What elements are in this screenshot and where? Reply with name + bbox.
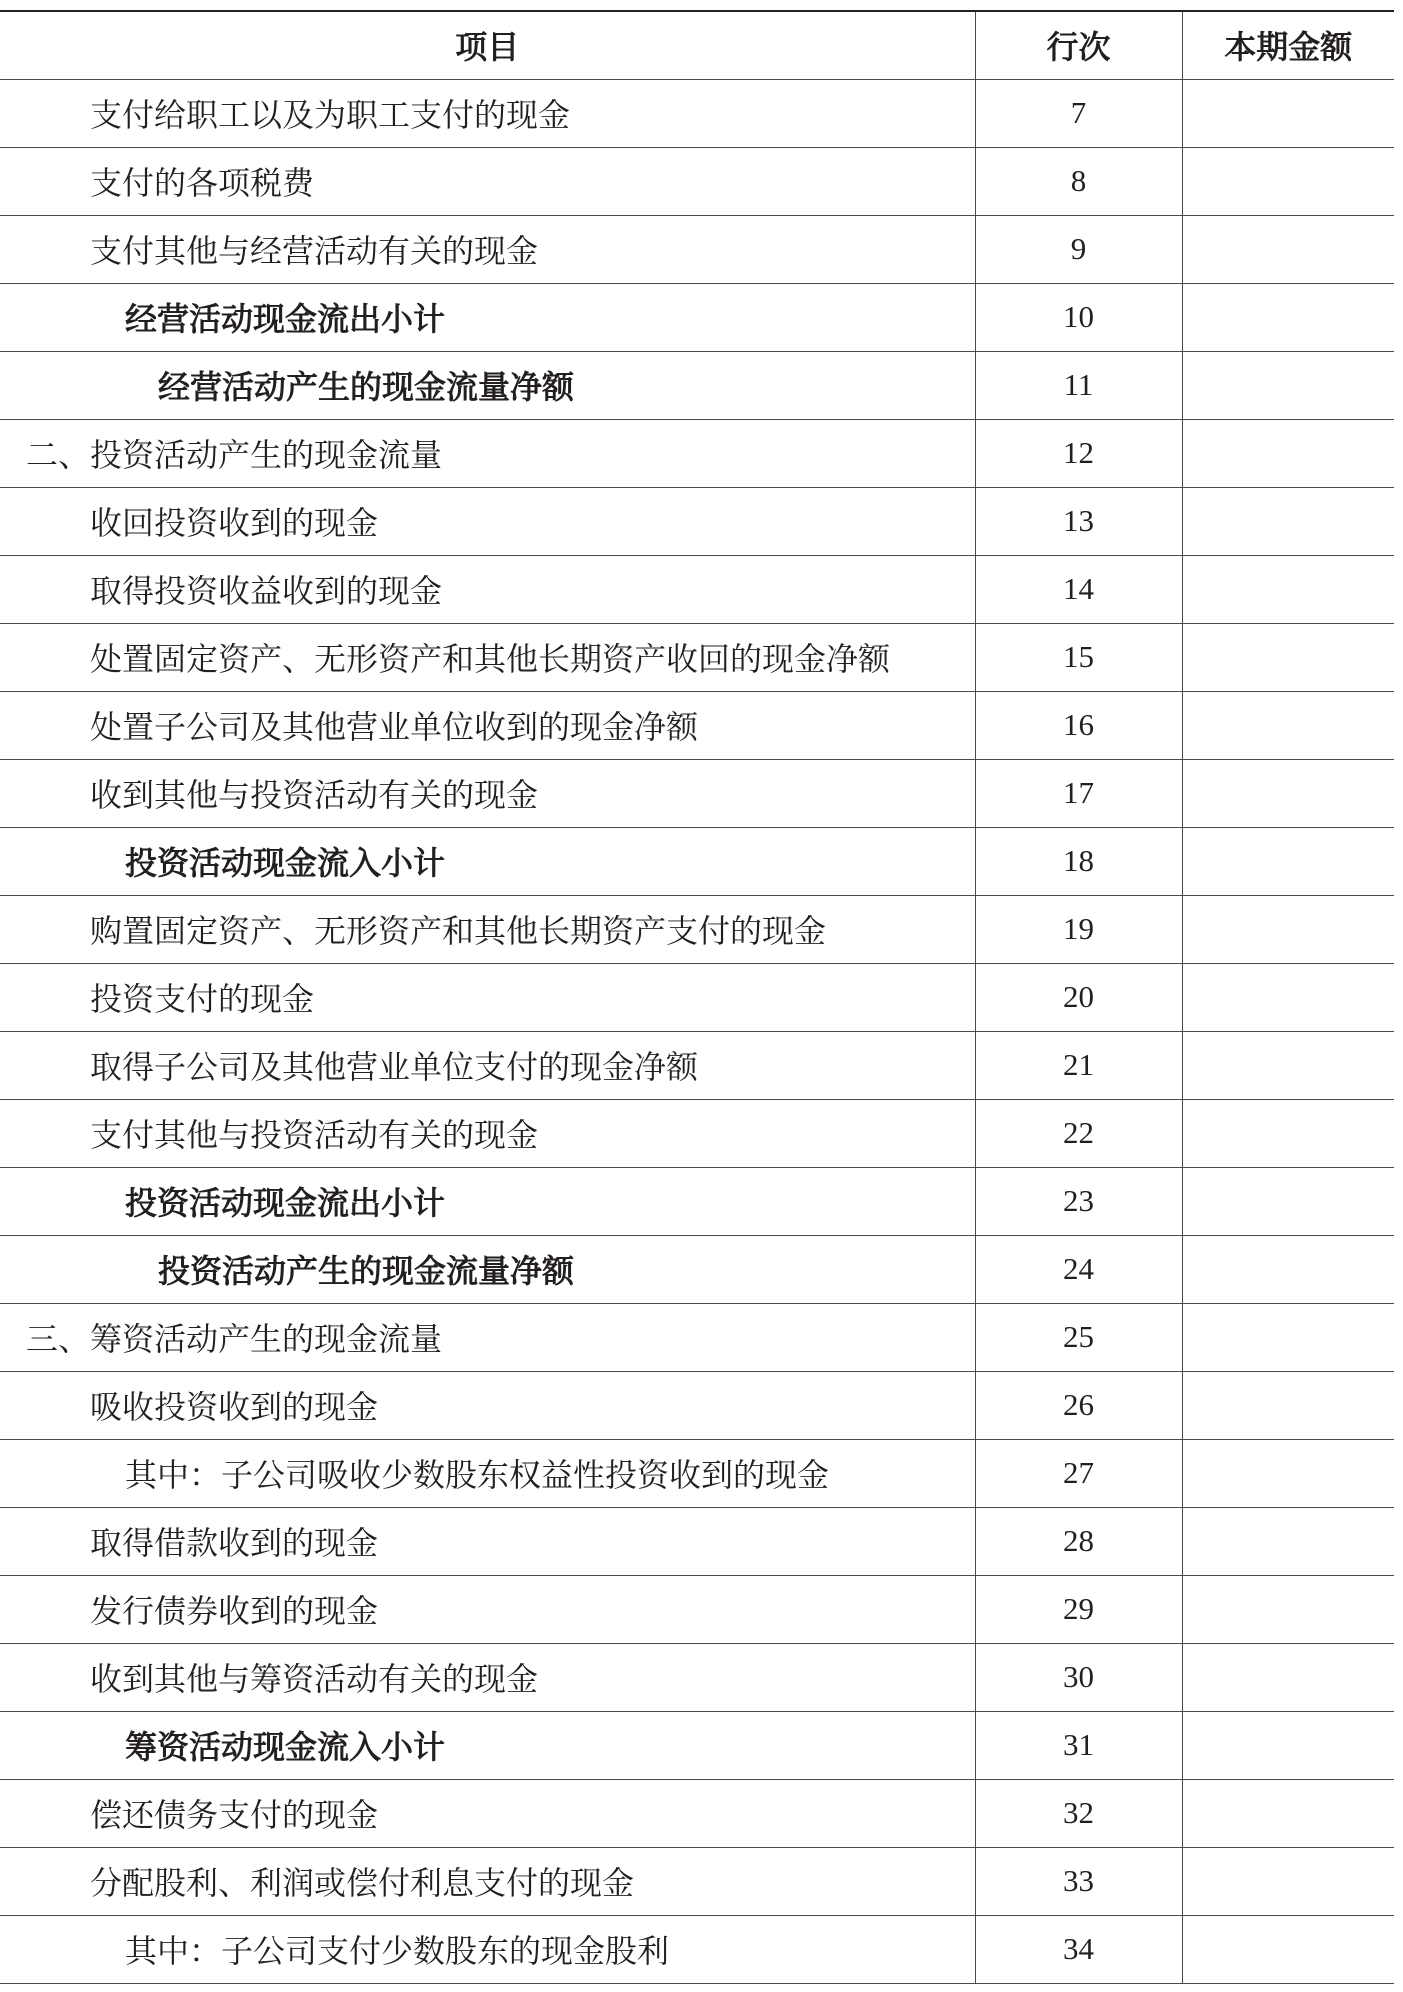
row-line-number: 27 — [975, 1439, 1182, 1507]
row-amount-cell — [1182, 147, 1394, 215]
row-line-number: 17 — [975, 759, 1182, 827]
row-amount-cell — [1182, 623, 1394, 691]
row-line-number: 10 — [975, 283, 1182, 351]
row-amount-cell — [1182, 1167, 1394, 1235]
table-row — [0, 1643, 1394, 1711]
row-line-number: 26 — [975, 1371, 1182, 1439]
row-item-label: 取得子公司及其他营业单位支付的现金净额 — [0, 1031, 975, 1099]
table-row — [0, 1235, 1394, 1303]
table-row — [0, 1439, 1394, 1507]
row-amount-cell — [1182, 1031, 1394, 1099]
table-row — [0, 283, 1394, 351]
header-row — [0, 11, 1394, 79]
table-row — [0, 691, 1394, 759]
row-line-number: 13 — [975, 487, 1182, 555]
row-item-label: 收回投资收到的现金 — [0, 487, 975, 555]
row-line-number: 21 — [975, 1031, 1182, 1099]
table-row — [0, 555, 1394, 623]
row-item-label: 二、投资活动产生的现金流量 — [0, 419, 975, 487]
row-line-number: 18 — [975, 827, 1182, 895]
row-amount-cell — [1182, 215, 1394, 283]
row-item-label: 收到其他与投资活动有关的现金 — [0, 759, 975, 827]
table-row — [0, 1915, 1394, 1983]
row-item-label: 其中：子公司支付少数股东的现金股利 — [0, 1915, 975, 1983]
table-row — [0, 1303, 1394, 1371]
row-amount-cell — [1182, 963, 1394, 1031]
row-amount-cell — [1182, 691, 1394, 759]
row-amount-cell — [1182, 1779, 1394, 1847]
row-amount-cell — [1182, 1371, 1394, 1439]
row-line-number: 7 — [975, 79, 1182, 147]
table-row — [0, 79, 1394, 147]
table-row — [0, 1847, 1394, 1915]
table-row — [0, 1711, 1394, 1779]
row-line-number: 9 — [975, 215, 1182, 283]
row-amount-cell — [1182, 1507, 1394, 1575]
row-line-number: 19 — [975, 895, 1182, 963]
table-row — [0, 351, 1394, 419]
table-row — [0, 1779, 1394, 1847]
row-item-label: 投资活动产生的现金流量净额 — [0, 1235, 975, 1303]
table-row — [0, 1371, 1394, 1439]
row-amount-cell — [1182, 1847, 1394, 1915]
row-line-number: 15 — [975, 623, 1182, 691]
row-item-label: 收到其他与筹资活动有关的现金 — [0, 1643, 975, 1711]
row-line-number: 20 — [975, 963, 1182, 1031]
row-item-label: 经营活动现金流出小计 — [0, 283, 975, 351]
row-line-number: 31 — [975, 1711, 1182, 1779]
row-amount-cell — [1182, 555, 1394, 623]
row-line-number: 34 — [975, 1915, 1182, 1983]
row-item-label: 投资支付的现金 — [0, 963, 975, 1031]
row-amount-cell — [1182, 419, 1394, 487]
row-line-number: 28 — [975, 1507, 1182, 1575]
row-amount-cell — [1182, 759, 1394, 827]
row-item-label: 经营活动产生的现金流量净额 — [0, 351, 975, 419]
row-item-label: 支付其他与经营活动有关的现金 — [0, 215, 975, 283]
row-amount-cell — [1182, 79, 1394, 147]
table-row — [0, 759, 1394, 827]
row-line-number: 30 — [975, 1643, 1182, 1711]
header-item: 项目 — [0, 11, 975, 79]
row-amount-cell — [1182, 1575, 1394, 1643]
header-amount: 本期金额 — [1182, 11, 1394, 79]
row-item-label: 筹资活动现金流入小计 — [0, 1711, 975, 1779]
table-row — [0, 1507, 1394, 1575]
row-amount-cell — [1182, 1439, 1394, 1507]
row-item-label: 其中：子公司吸收少数股东权益性投资收到的现金 — [0, 1439, 975, 1507]
table-row — [0, 1575, 1394, 1643]
row-amount-cell — [1182, 487, 1394, 555]
row-item-label: 投资活动现金流入小计 — [0, 827, 975, 895]
row-item-label: 分配股利、利润或偿付利息支付的现金 — [0, 1847, 975, 1915]
row-item-label: 购置固定资产、无形资产和其他长期资产支付的现金 — [0, 895, 975, 963]
row-item-label: 吸收投资收到的现金 — [0, 1371, 975, 1439]
row-line-number: 8 — [975, 147, 1182, 215]
row-amount-cell — [1182, 827, 1394, 895]
table-row — [0, 1099, 1394, 1167]
table-row — [0, 827, 1394, 895]
table-header — [0, 11, 1394, 79]
row-item-label: 偿还债务支付的现金 — [0, 1779, 975, 1847]
row-amount-cell — [1182, 1915, 1394, 1983]
row-amount-cell — [1182, 1099, 1394, 1167]
row-item-label: 支付给职工以及为职工支付的现金 — [0, 79, 975, 147]
row-item-label: 处置子公司及其他营业单位收到的现金净额 — [0, 691, 975, 759]
table-body — [0, 79, 1394, 1983]
row-amount-cell — [1182, 895, 1394, 963]
row-amount-cell — [1182, 1235, 1394, 1303]
row-item-label: 投资活动现金流出小计 — [0, 1167, 975, 1235]
row-amount-cell — [1182, 1711, 1394, 1779]
row-line-number: 12 — [975, 419, 1182, 487]
row-item-label: 处置固定资产、无形资产和其他长期资产收回的现金净额 — [0, 623, 975, 691]
row-line-number: 14 — [975, 555, 1182, 623]
row-item-label: 取得投资收益收到的现金 — [0, 555, 975, 623]
row-line-number: 24 — [975, 1235, 1182, 1303]
header-line-no: 行次 — [975, 11, 1182, 79]
table-row — [0, 1167, 1394, 1235]
row-line-number: 32 — [975, 1779, 1182, 1847]
row-line-number: 16 — [975, 691, 1182, 759]
row-line-number: 11 — [975, 351, 1182, 419]
row-item-label: 发行债券收到的现金 — [0, 1575, 975, 1643]
row-item-label: 取得借款收到的现金 — [0, 1507, 975, 1575]
row-amount-cell — [1182, 1643, 1394, 1711]
table-row — [0, 963, 1394, 1031]
row-line-number: 33 — [975, 1847, 1182, 1915]
table-row — [0, 895, 1394, 963]
cash-flow-table-container — [0, 10, 1403, 1984]
row-amount-cell — [1182, 1303, 1394, 1371]
table-row — [0, 147, 1394, 215]
table-row — [0, 419, 1394, 487]
row-item-label: 支付的各项税费 — [0, 147, 975, 215]
row-item-label: 三、筹资活动产生的现金流量 — [0, 1303, 975, 1371]
table-row — [0, 623, 1394, 691]
row-amount-cell — [1182, 351, 1394, 419]
cash-flow-statement-table — [0, 10, 1394, 1984]
table-row — [0, 215, 1394, 283]
row-amount-cell — [1182, 283, 1394, 351]
table-row — [0, 487, 1394, 555]
row-line-number: 25 — [975, 1303, 1182, 1371]
row-line-number: 22 — [975, 1099, 1182, 1167]
row-line-number: 29 — [975, 1575, 1182, 1643]
table-row — [0, 1031, 1394, 1099]
row-line-number: 23 — [975, 1167, 1182, 1235]
row-item-label: 支付其他与投资活动有关的现金 — [0, 1099, 975, 1167]
